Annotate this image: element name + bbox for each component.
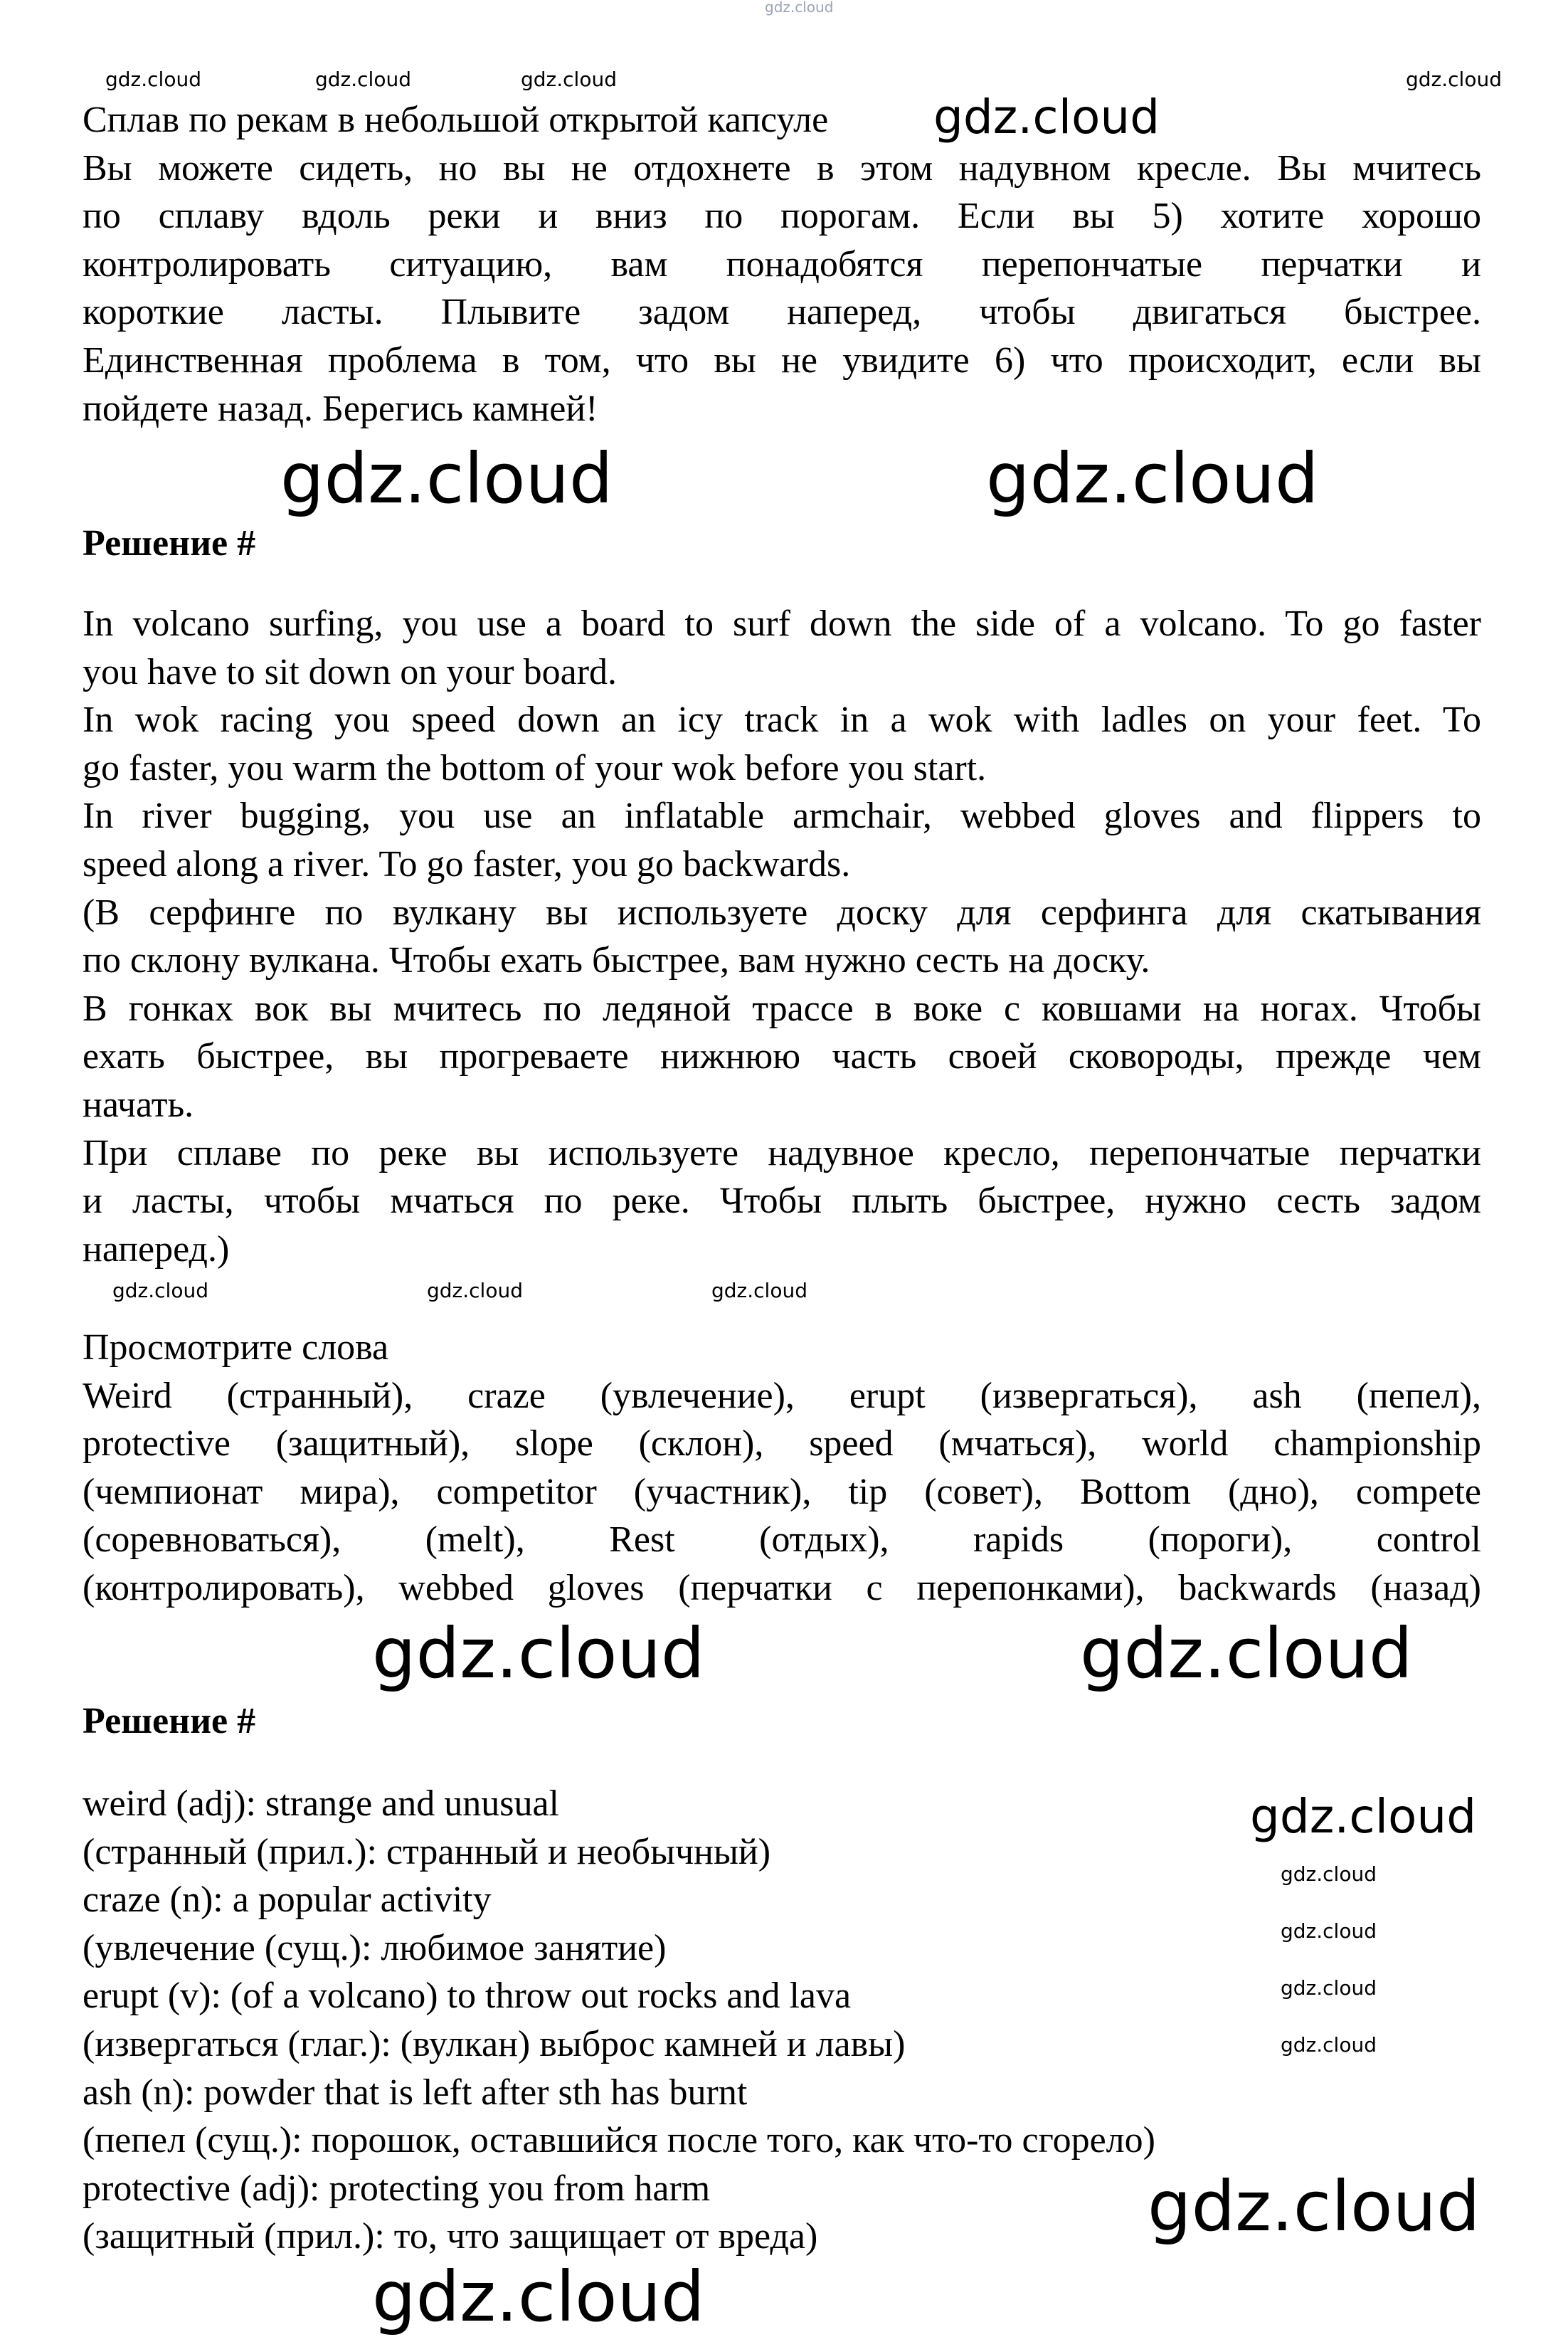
watermark: gdz.cloud (1406, 68, 1502, 91)
text-line: (пепел (сущ.): порошок, оставшийся после того, как что-то сгорело) (83, 2120, 1155, 2161)
text-line: (странный (прил.): странный и необычный) (83, 1831, 771, 1872)
text-line: protective (adj): protecting you from harm (83, 2168, 711, 2209)
text-line: При сплаве по реке вы используете надувное кресло, перепончатые перчатки (83, 1132, 1481, 1173)
text-line: по сплаву вдоль реки и вниз по порогам. Если вы 5) хотите хорошо (83, 196, 1481, 237)
text-line: weird (adj): strange and unusual (83, 1783, 560, 1824)
solution-1-text (83, 600, 1481, 1273)
text-line: protective (защитный), slope (склон), speed (мчаться), world championship (83, 1423, 1481, 1465)
watermark: gdz.cloud (112, 1279, 208, 1302)
text-line: speed along a river. To go faster, you go backwards. (83, 843, 851, 885)
text-line: ash (n): powder that is left after sth has burnt (83, 2072, 748, 2113)
text-line: пойдете назад. Берегись камней! (83, 388, 598, 429)
text-line: In river bugging, you use an inflatable armchair, webbed gloves and flippers to (83, 796, 1481, 837)
text-line: erupt (v): (of a volcano) to throw out rocks and lava (83, 1975, 852, 2017)
task-text (83, 90, 1481, 433)
watermark: gdz.cloud (1281, 1976, 1377, 2000)
watermark: gdz.cloud (765, 0, 834, 16)
text-line: Сплав по рекам в небольшой открытой капсуле (83, 100, 829, 140)
text-line: и ласты, чтобы мчаться по реке. Чтобы плыть быстрее, нужно сесть задом (83, 1181, 1481, 1222)
text-line: (чемпионат мира), competitor (участник), tip (совет), Bottom (дно), compete (83, 1471, 1481, 1512)
text-line: (контролировать), webbed gloves (перчатки с перепонками), backwards (назад) (83, 1567, 1481, 1608)
watermark: gdz.cloud (1250, 1789, 1477, 1844)
text-line: ехать быстрее, вы прогреваете нижнюю часть своей сковороды, прежде чем (83, 1036, 1481, 1077)
text-line: В гонках вок вы мчитесь по ледяной трассе в воке с ковшами на ногах. Чтобы (83, 988, 1481, 1029)
solution-1 (83, 519, 1481, 568)
text-line: (увлечение (сущ.): любимое занятие) (83, 1927, 667, 1968)
watermark: gdz.cloud (280, 438, 613, 519)
vocabulary-title: Просмотрите слова (83, 1327, 389, 1368)
text-line: короткие ласты. Плывите задом наперед, чтобы двигаться быстрее. (83, 292, 1481, 333)
vocabulary (83, 1324, 1481, 1613)
solution-heading: Решение # (83, 1701, 256, 1741)
text-line: craze (n): a popular activity (83, 1879, 492, 1921)
watermark: gdz.cloud (933, 90, 1160, 144)
text-line: In wok racing you speed down an icy track in a wok with ladles on your feet. To (83, 700, 1481, 741)
watermark: gdz.cloud (1281, 1919, 1377, 1943)
text-line: (соревноваться), (melt), Rest (отдых), rapids (пороги), control (83, 1519, 1481, 1561)
watermark: gdz.cloud (711, 1279, 807, 1302)
text-line: go faster, you warm the bottom of your wok before you start. (83, 747, 987, 788)
text-line: Weird (странный), craze (увлечение), erupt (извергаться), ash (пепел), (83, 1375, 1481, 1416)
text-line: In volcano surfing, you use a board to surf down the side of a volcano. To go faster (83, 603, 1481, 644)
text-line: (В серфинге по вулкану вы используете доску для серфинга для скатывания (83, 892, 1481, 933)
solution-heading: Решение # (83, 523, 256, 564)
watermark: gdz.cloud (105, 68, 201, 91)
watermark: gdz.cloud (986, 438, 1319, 519)
text-line: (извергаться (глаг.): (вулкан) выброс камней и лавы) (83, 2023, 906, 2064)
watermark: gdz.cloud (521, 68, 617, 91)
watermark: gdz.cloud (372, 1613, 705, 1694)
text-line: Единственная проблема в том, что вы не увидите 6) что происходит, если вы (83, 339, 1481, 381)
text-line: начать. (83, 1084, 194, 1125)
text-line: наперед.) (83, 1228, 230, 1270)
watermark: gdz.cloud (1281, 2033, 1377, 2057)
text-line: контролировать ситуацию, вам понадобятся перепончатые перчатки и (83, 243, 1481, 285)
watermark: gdz.cloud (427, 1279, 523, 1302)
watermark: gdz.cloud (1080, 1613, 1413, 1694)
solution-2 (83, 1697, 1481, 1746)
watermark: gdz.cloud (1148, 2166, 1480, 2247)
watermark: gdz.cloud (372, 2257, 705, 2337)
text-line: you have to sit down on your board. (83, 651, 618, 692)
watermark: gdz.cloud (315, 68, 411, 91)
text-line: Вы можете сидеть, но вы не отдохнете в этом надувном кресле. Вы мчитесь (83, 147, 1481, 189)
text-line: (защитный (прил.): то, что защищает от вреда) (83, 2216, 818, 2257)
text-line: по склону вулкана. Чтобы ехать быстрее, вам нужно сесть на доску. (83, 940, 1150, 981)
watermark: gdz.cloud (1281, 1862, 1377, 1886)
